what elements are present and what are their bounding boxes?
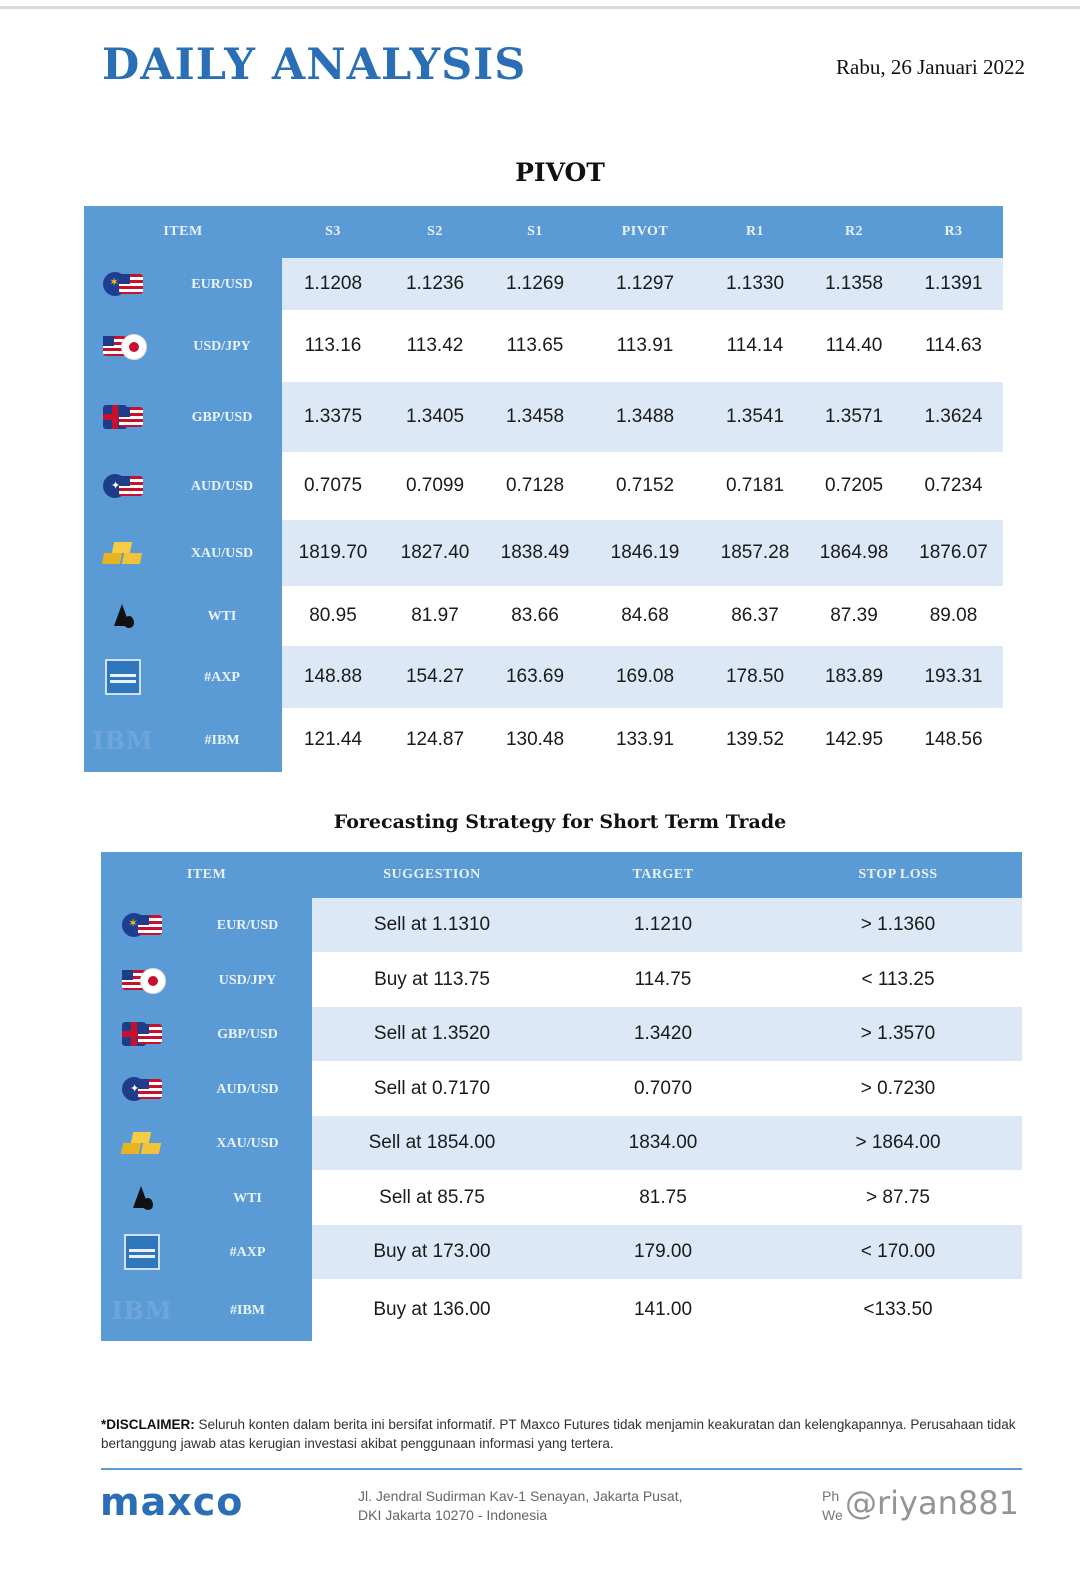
contact-web: We: [822, 1507, 843, 1523]
pivot-item-icon-cell: [84, 646, 162, 708]
pivot-row: [84, 258, 1003, 310]
forecast-item-icon-cell: [101, 1279, 183, 1341]
forecast-target: 1834.00: [552, 1116, 774, 1170]
pivot-value-r3: 114.63: [904, 310, 1003, 382]
pivot-item-name: WTI: [207, 609, 237, 624]
pivot-item-name: #IBM: [204, 733, 240, 748]
pivot-value-r3: 89.08: [904, 586, 1003, 646]
pivot-row: [84, 382, 1003, 452]
pivot-value-s1: 0.7128: [486, 452, 584, 520]
watermark: @riyan881: [845, 1484, 1019, 1522]
pivot-value-s2: 1827.40: [384, 520, 486, 586]
pivot-item-icon-cell: [84, 586, 162, 646]
pivot-value-r1: 1.3541: [706, 382, 804, 452]
pivot-value-r2: 142.95: [804, 708, 904, 772]
aud-usd-flags-icon: [101, 472, 145, 500]
forecast-stop-loss: > 1864.00: [774, 1116, 1022, 1170]
pivot-row: [84, 520, 1003, 586]
pivot-col-s1: S1: [486, 206, 584, 258]
forecast-table: [101, 852, 1022, 1341]
forecast-item-icon-cell: [101, 1225, 183, 1279]
pivot-item-name: AUD/USD: [190, 479, 254, 494]
forecast-suggestion: Sell at 0.7170: [312, 1061, 552, 1116]
contact-phone: Ph: [822, 1488, 840, 1504]
pivot-item-icon-cell: [84, 452, 162, 520]
gold-bars-icon: [101, 540, 145, 566]
address-line-1: Jl. Jendral Sudirman Kav-1 Senayan, Jakarta Pusat,: [358, 1488, 683, 1504]
pivot-row: [84, 310, 1003, 382]
pivot-value-r1: 0.7181: [706, 452, 804, 520]
pivot-value-r3: 1.3624: [904, 382, 1003, 452]
forecast-target: 1.1210: [552, 898, 774, 952]
forecast-item-icon-cell: [101, 1061, 183, 1116]
pivot-value-s3: 1.1208: [282, 258, 384, 310]
pivot-value-r1: 178.50: [706, 646, 804, 708]
pivot-value-pivot: 1.3488: [584, 382, 706, 452]
pivot-row: [84, 586, 1003, 646]
pivot-value-pivot: 133.91: [584, 708, 706, 772]
usd-jpy-flags-icon: [120, 966, 164, 994]
pivot-value-s3: 113.16: [282, 310, 384, 382]
forecast-item-icon-cell: [101, 1116, 183, 1170]
pivot-value-s2: 113.42: [384, 310, 486, 382]
forecast-col-item: ITEM: [101, 852, 312, 898]
gold-bars-icon: [120, 1130, 164, 1156]
pivot-value-s2: 0.7099: [384, 452, 486, 520]
pivot-value-s1: 163.69: [486, 646, 584, 708]
forecast-suggestion: Sell at 1.3520: [312, 1007, 552, 1061]
pivot-item-icon-cell: [84, 258, 162, 310]
pivot-value-s2: 124.87: [384, 708, 486, 772]
aud-usd-flags-icon: [120, 1075, 164, 1103]
pivot-value-s2: 1.1236: [384, 258, 486, 310]
forecast-item-icon-cell: [101, 952, 183, 1007]
forecast-col-suggestion: SUGGESTION: [312, 852, 552, 898]
pivot-row: [84, 452, 1003, 520]
pivot-value-r3: 1.1391: [904, 258, 1003, 310]
forecast-stop-loss: > 87.75: [774, 1170, 1022, 1225]
disclaimer: [101, 1415, 1031, 1453]
forecast-stop-loss: <133.50: [774, 1279, 1022, 1341]
forecast-target: 141.00: [552, 1279, 774, 1341]
report-date: Rabu, 26 Januari 2022: [836, 55, 1025, 79]
pivot-value-r1: 86.37: [706, 586, 804, 646]
usd-jpy-flags-icon: [101, 332, 145, 360]
amex-logo-icon: [105, 659, 141, 695]
pivot-value-s1: 83.66: [486, 586, 584, 646]
forecast-section-title: Forecasting Strategy for Short Term Trade: [333, 811, 787, 833]
ibm-logo-icon: IBM: [92, 725, 154, 755]
top-border: [0, 6, 1080, 9]
pivot-value-r3: 0.7234: [904, 452, 1003, 520]
pivot-value-r2: 1.1358: [804, 258, 904, 310]
pivot-value-s3: 148.88: [282, 646, 384, 708]
forecast-stop-loss: > 0.7230: [774, 1061, 1022, 1116]
pivot-value-s2: 81.97: [384, 586, 486, 646]
forecast-target: 114.75: [552, 952, 774, 1007]
forecast-row: [101, 952, 1022, 1007]
forecast-item-icon-cell: [101, 1170, 183, 1225]
pivot-item-icon-cell: [84, 520, 162, 586]
pivot-value-r3: 193.31: [904, 646, 1003, 708]
forecast-row: [101, 1279, 1022, 1341]
pivot-value-s1: 1.1269: [486, 258, 584, 310]
forecast-stop-loss: < 113.25: [774, 952, 1022, 1007]
pivot-item-name: USD/JPY: [193, 339, 251, 354]
forecast-item-name: EUR/USD: [216, 918, 279, 933]
pivot-value-s2: 1.3405: [384, 382, 486, 452]
pivot-col-pivot: PIVOT: [584, 206, 706, 258]
pivot-item-icon-cell: [84, 382, 162, 452]
pivot-value-s1: 1838.49: [486, 520, 584, 586]
forecast-col-target: TARGET: [552, 852, 774, 898]
footer-divider: [101, 1468, 1022, 1470]
pivot-value-r3: 1876.07: [904, 520, 1003, 586]
pivot-value-r1: 1857.28: [706, 520, 804, 586]
forecast-row: [101, 1007, 1022, 1061]
pivot-value-s3: 80.95: [282, 586, 384, 646]
oil-rig-icon: [108, 602, 138, 630]
pivot-value-s3: 0.7075: [282, 452, 384, 520]
pivot-value-pivot: 113.91: [584, 310, 706, 382]
eur-usd-flags-icon: [120, 911, 164, 939]
forecast-item-name: WTI: [233, 1190, 262, 1206]
pivot-value-pivot: 1846.19: [584, 520, 706, 586]
pivot-section-title: PIVOT: [515, 158, 605, 187]
forecast-stop-loss: < 170.00: [774, 1225, 1022, 1279]
pivot-col-s2: S2: [384, 206, 486, 258]
ibm-logo-icon: IBM: [111, 1295, 173, 1325]
forecast-target: 81.75: [552, 1170, 774, 1225]
company-contact: [822, 1487, 843, 1525]
pivot-value-s1: 113.65: [486, 310, 584, 382]
pivot-col-s3: S3: [282, 206, 384, 258]
forecast-row: [101, 1116, 1022, 1170]
forecast-suggestion: Buy at 113.75: [312, 952, 552, 1007]
pivot-item-icon-cell: [84, 708, 162, 772]
forecast-stop-loss: > 1.1360: [774, 898, 1022, 952]
forecast-target: 179.00: [552, 1225, 774, 1279]
forecast-item-name: AUD/USD: [216, 1081, 279, 1097]
company-address: [358, 1487, 683, 1525]
pivot-value-s3: 121.44: [282, 708, 384, 772]
maxco-logo: maxco: [100, 1480, 244, 1524]
pivot-value-s3: 1819.70: [282, 520, 384, 586]
pivot-value-r3: 148.56: [904, 708, 1003, 772]
pivot-item-name: XAU/USD: [190, 546, 254, 561]
pivot-item-name: GBP/USD: [191, 410, 253, 425]
amex-logo-icon: [124, 1234, 160, 1270]
pivot-item-name: #AXP: [204, 670, 240, 685]
pivot-value-s1: 1.3458: [486, 382, 584, 452]
pivot-value-s2: 154.27: [384, 646, 486, 708]
pivot-col-r3: R3: [904, 206, 1003, 258]
pivot-value-r2: 183.89: [804, 646, 904, 708]
forecast-target: 1.3420: [552, 1007, 774, 1061]
forecast-item-name: GBP/USD: [217, 1027, 278, 1042]
forecast-suggestion: Sell at 1.1310: [312, 898, 552, 952]
forecast-header-row: [101, 852, 1022, 898]
pivot-value-r2: 114.40: [804, 310, 904, 382]
gbp-usd-flags-icon: [101, 403, 145, 431]
forecast-suggestion: Buy at 173.00: [312, 1225, 552, 1279]
pivot-item-name: EUR/USD: [191, 277, 253, 292]
forecast-row: [101, 1061, 1022, 1116]
address-line-2: DKI Jakarta 10270 - Indonesia: [358, 1507, 548, 1523]
forecast-stop-loss: > 1.3570: [774, 1007, 1022, 1061]
gbp-usd-flags-icon: [120, 1020, 164, 1048]
pivot-value-s1: 130.48: [486, 708, 584, 772]
pivot-value-r1: 139.52: [706, 708, 804, 772]
pivot-item-icon-cell: [84, 310, 162, 382]
forecast-item-icon-cell: [101, 898, 183, 952]
disclaimer-text: Seluruh konten dalam berita ini bersifat informatif. PT Maxco Futures tidak menjamin keakuratan dan kelengkapannya. Perusahaan tidak bertanggung jawab atas kerugian investasi akibat penggunaan informasi yang tertera.: [101, 1417, 1016, 1451]
pivot-header-row: [84, 206, 1003, 258]
forecast-item-name: #AXP: [229, 1245, 266, 1260]
pivot-row: [84, 646, 1003, 708]
forecast-row: [101, 898, 1022, 952]
forecast-suggestion: Sell at 85.75: [312, 1170, 552, 1225]
pivot-value-r2: 1864.98: [804, 520, 904, 586]
forecast-target: 0.7070: [552, 1061, 774, 1116]
pivot-value-pivot: 0.7152: [584, 452, 706, 520]
disclaimer-label: *DISCLAIMER:: [101, 1417, 195, 1432]
page-title: DAILY ANALYSIS: [102, 40, 527, 90]
pivot-table: [84, 206, 1003, 772]
pivot-value-s3: 1.3375: [282, 382, 384, 452]
forecast-item-name: USD/JPY: [218, 972, 277, 988]
pivot-col-r2: R2: [804, 206, 904, 258]
forecast-item-name: #IBM: [230, 1303, 265, 1318]
eur-usd-flags-icon: [101, 270, 145, 298]
forecast-suggestion: Buy at 136.00: [312, 1279, 552, 1341]
pivot-value-r1: 1.1330: [706, 258, 804, 310]
pivot-value-r1: 114.14: [706, 310, 804, 382]
forecast-item-icon-cell: [101, 1007, 183, 1061]
forecast-suggestion: Sell at 1854.00: [312, 1116, 552, 1170]
pivot-row: [84, 708, 1003, 772]
pivot-value-pivot: 84.68: [584, 586, 706, 646]
pivot-value-r2: 87.39: [804, 586, 904, 646]
pivot-col-r1: R1: [706, 206, 804, 258]
pivot-col-item: ITEM: [84, 206, 282, 258]
pivot-value-pivot: 1.1297: [584, 258, 706, 310]
pivot-value-pivot: 169.08: [584, 646, 706, 708]
pivot-value-r2: 0.7205: [804, 452, 904, 520]
forecast-item-name: XAU/USD: [216, 1136, 279, 1151]
oil-rig-icon: [127, 1184, 157, 1212]
forecast-col-stop-loss: STOP LOSS: [774, 852, 1022, 898]
pivot-value-r2: 1.3571: [804, 382, 904, 452]
forecast-row: [101, 1225, 1022, 1279]
forecast-row: [101, 1170, 1022, 1225]
